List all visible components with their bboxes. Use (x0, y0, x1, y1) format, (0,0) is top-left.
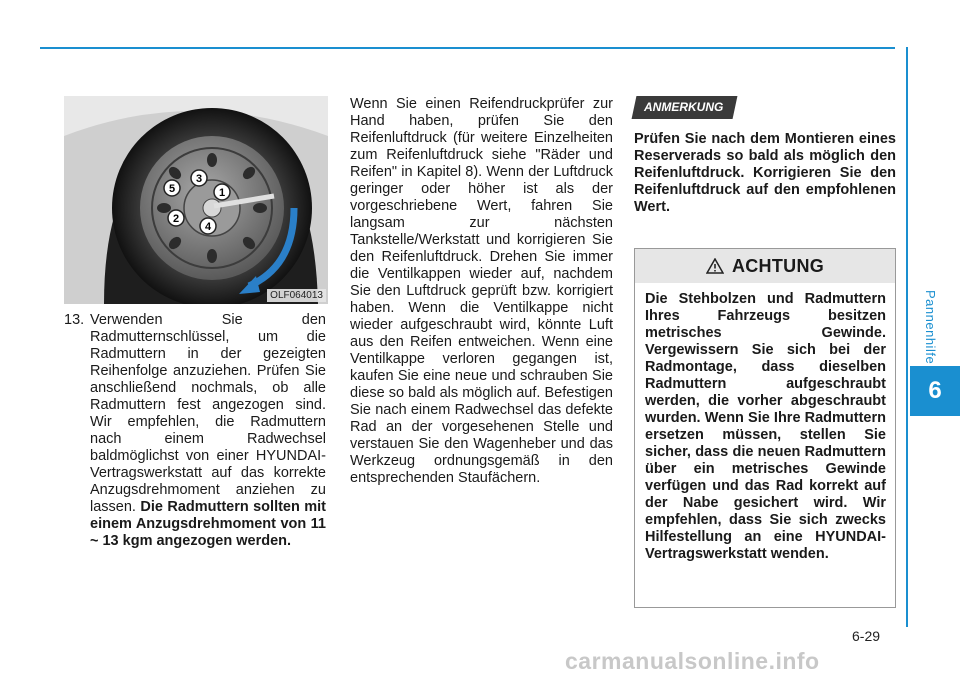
lug-nut-label-5: 5 (168, 183, 176, 195)
chapter-side-label: Pannenhilfe (923, 290, 938, 365)
watermark: carmanualsonline.info (565, 648, 820, 674)
side-rule (906, 47, 908, 627)
step-number: 13. (64, 312, 85, 328)
wheel-illustration (64, 96, 328, 304)
step-text: Verwenden Sie den Radmutternschlüssel, um die Radmuttern in der gezeigten Reihenfolge anzuziehen. Prüfen Sie anschließend nochmals, ob alle Radmuttern fest angezogen sind. Wir empfehlen, die Radmuttern nach einem Radwechsel baldmöglichst von einer HYUNDAI-Vertragswerkstatt auf das korrekte Anzugsdrehmoment anziehen zu lassen. (90, 312, 326, 515)
note-badge (632, 96, 738, 119)
figure-code: OLF064013 (267, 289, 326, 302)
note-section (634, 96, 896, 216)
tire-pressure-paragraph: Wenn Sie einen Reifendruckprüfer zur Hand haben, prüfen Sie den Reifenluftdruck (für weitere Einzelheiten zum Reifenluftdruck siehe "Räder und Reifen" in Kapitel 8). Wenn der Luftdruck geringer oder höher ist als der vorgeschriebene Wert, fahren Sie langsam zur nächsten Tankstelle/Werkstatt und korrigieren Sie den Reifenluftdruck. Drehen Sie immer die Ventilkappen wieder auf, nachdem Sie den Luftdruck geprüft bzw. korrigiert haben. Wenn die Ventilkappe nicht wieder aufgeschraubt wird, könnte Luft aus den Reifen entweichen. Wenn eine Ventilkappe verloren gegangen ist, kaufen Sie eine neue und schrauben Sie diese so bald als möglich auf. Befestigen Sie nach einem Radwechsel das defekte Rad an der vorgesehenen Stelle und verstauen Sie den Wagenheber und das Werkzeug ordnungsgemäß in den entsprechenden Staufächern. (350, 96, 613, 486)
warning-text: Die Stehbolzen und Radmuttern Ihres Fahrzeugs besitzen metrisches Gewinde. Vergewissern Sie sich bei der Radmontage, dass dieselben Radmuttern aufgeschraubt werden, die vorher abgeschraubt wurden. Wenn Sie Ihre Radmuttern ersetzen müssen, stellen Sie sicher, dass die neuen Radmuttern über ein metrisches Gewinde verfügen und das Rad korrekt auf der Nabe gesichert wird. Wir empfehlen, dass Sie sich zwecks Hilfestellung an eine HYUNDAI-Vertragswerkstatt wenden. (645, 291, 886, 562)
warning-title: ACHTUNG (731, 255, 825, 276)
step-13 (64, 312, 326, 550)
lug-nut-label-3: 3 (195, 173, 203, 185)
wheel-drawing (64, 96, 328, 304)
note-badge-label: ANMERKUNG (644, 100, 724, 114)
step-body (90, 312, 326, 550)
warning-triangle-icon (706, 258, 724, 274)
note-text: Prüfen Sie nach dem Montieren eines Reserverads so bald als möglich den Reifenluftdruck. Korrigieren Sie den Reifenluftdruck auf den empfohlenen Wert. (634, 131, 896, 215)
lug-nut-label-4: 4 (204, 221, 212, 233)
warning-box (634, 248, 896, 608)
header-rule (40, 47, 895, 49)
lug-nut-label-2: 2 (172, 213, 180, 225)
step-bold-text: Die Radmuttern sollten mit einem Anzugsdrehmoment von 11 ~ 13 kgm angezogen werden. (90, 499, 327, 549)
lug-nut-label-1: 1 (218, 187, 226, 199)
chapter-number-tab: 6 (910, 366, 960, 416)
page-number: 6-29 (852, 628, 881, 644)
warning-header (635, 249, 895, 283)
hub-center (203, 199, 221, 217)
